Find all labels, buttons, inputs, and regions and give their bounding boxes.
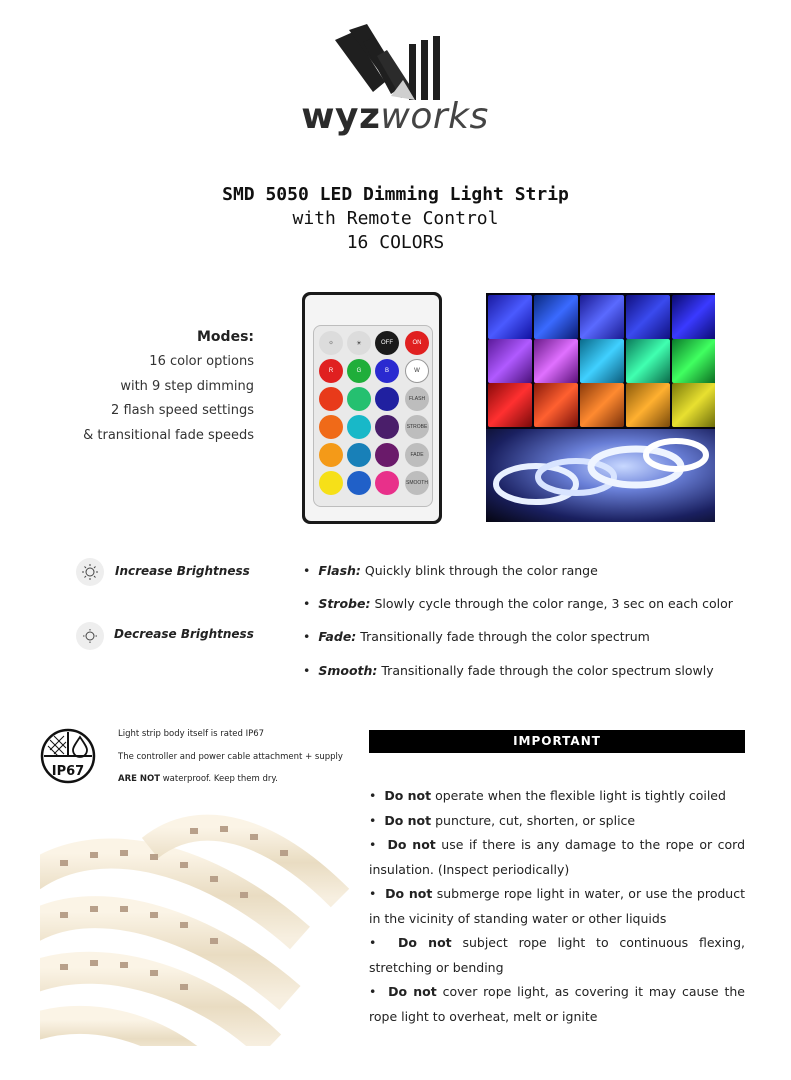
warning-bold: Do not [384, 788, 432, 803]
sun-increase-icon [76, 558, 104, 586]
effect-item: • Strobe: Slowly cycle through the color range, 3 sec on each color [303, 596, 733, 611]
title-line-2: with Remote Control [292, 208, 499, 229]
color-button [375, 387, 399, 411]
effect-name: Flash: [318, 563, 361, 578]
remote-control-image [302, 292, 442, 524]
rope-light-photo [40, 788, 352, 1046]
warning-item: • Do not subject rope light to continuous flexing, stretching or bending [369, 935, 746, 975]
effect-name: Strobe: [318, 596, 371, 611]
color-button [347, 415, 371, 439]
warning-bold: Do not [387, 837, 436, 852]
strobe-button: STROBE [405, 415, 429, 439]
effect-name: Fade: [318, 629, 357, 644]
warning-item: • Do not submerge rope light in water, or use the product in the vicinity of standing water or other liquids [369, 886, 745, 926]
brightness-down-button-icon: ☀ [347, 331, 371, 355]
important-list [369, 784, 745, 1029]
color-button [319, 387, 343, 411]
effect-item: • Fade: Transitionally fade through the color spectrum [303, 629, 650, 644]
brand-bold: wyz [301, 96, 381, 137]
modes-line: 2 flash speed settings [111, 403, 254, 418]
color-button [319, 443, 343, 467]
sun-decrease-icon [76, 622, 104, 650]
warning-text: submerge rope light in water, or use the product in the vicinity of standing water or other liquids [369, 886, 745, 926]
ip67-badge-text: IP67 [51, 764, 85, 779]
warning-item: • Do not use if there is any damage to the rope or cord insulation. (Inspect periodically) [369, 837, 746, 877]
effect-desc: Transitionally fade through the color spectrum [356, 629, 650, 644]
warning-text: subject rope light to continuous flexing, stretching or bending [369, 935, 746, 975]
warning-text: use if there is any damage to the rope or cord insulation. (Inspect periodically) [369, 837, 746, 877]
warning-text: cover rope light, as covering it may cause the rope light to overheat, melt or ignite [369, 984, 745, 1024]
title-line-3: 16 COLORS [346, 232, 445, 253]
led-color-collage-image [486, 293, 715, 522]
important-heading: IMPORTANT [369, 730, 745, 753]
red-button: R [319, 359, 343, 383]
modes-line: & transitional fade speeds [83, 427, 254, 443]
warning-bold: Do not [388, 984, 437, 999]
warning-text: operate when the flexible light is tightly coiled [431, 788, 726, 803]
warning-item: • Do not operate when the flexible light is tightly coiled [369, 788, 726, 803]
color-button [375, 443, 399, 467]
warning-item: • Do not puncture, cut, shorten, or splice [369, 812, 636, 828]
brightness-up-button-icon: ☼ [319, 331, 343, 355]
effect-desc: Transitionally fade through the color spectrum slowly [377, 663, 714, 678]
modes-heading: Modes: [197, 329, 254, 345]
color-button [319, 415, 343, 439]
warning-bold: Do not [385, 886, 433, 901]
ip-note-rest: waterproof. Keep them dry. [160, 774, 278, 784]
ip67-badge-icon [40, 728, 96, 784]
effect-desc: Quickly blink through the color range [360, 563, 598, 578]
product-title [0, 183, 791, 255]
ip-note-line-2: The controller and power cable attachment + supply [118, 752, 343, 762]
flash-button: FLASH [405, 387, 429, 411]
modes-line: with 9 step dimming [120, 378, 254, 394]
decrease-brightness-label: Decrease Brightness [114, 627, 254, 641]
ip-note-line-3 [118, 774, 278, 784]
coiled-strip-icon [486, 429, 715, 522]
warning-bold: Do not [384, 812, 432, 828]
warning-text: puncture, cut, shorten, or splice [431, 812, 636, 828]
effect-item: • Flash: Quickly blink through the color range [303, 563, 598, 578]
brand-wordmark [250, 96, 540, 137]
effect-desc: Slowly cycle through the color range, 3 sec on each color [370, 596, 733, 611]
effect-name: Smooth: [318, 663, 378, 678]
effect-item: • Smooth: Transitionally fade through the color spectrum slowly [303, 663, 714, 678]
color-button [347, 387, 371, 411]
modes-line: 16 color options [149, 354, 254, 369]
brand-rest: works [380, 96, 489, 137]
fade-button: FADE [405, 443, 429, 467]
increase-brightness-label: Increase Brightness [115, 564, 250, 578]
warning-bold: Do not [398, 935, 452, 950]
title-line-1: SMD 5050 LED Dimming Light Strip [222, 184, 569, 205]
color-button [319, 471, 343, 495]
on-button: ON [405, 331, 429, 355]
ip-note-line-1: Light strip body itself is rated IP67 [118, 729, 265, 739]
white-button: W [405, 359, 429, 383]
color-button [347, 443, 371, 467]
warning-item: • Do not cover rope light, as covering it may cause the rope light to overheat, melt or ignite [369, 984, 745, 1024]
smooth-button: SMOOTH [405, 471, 429, 495]
off-button: OFF [375, 331, 399, 355]
color-button [375, 471, 399, 495]
ip-note-bold: ARE NOT [118, 774, 161, 784]
blue-button: B [375, 359, 399, 383]
green-button: G [347, 359, 371, 383]
color-button [347, 471, 371, 495]
color-button [375, 415, 399, 439]
modes-block [40, 326, 254, 448]
